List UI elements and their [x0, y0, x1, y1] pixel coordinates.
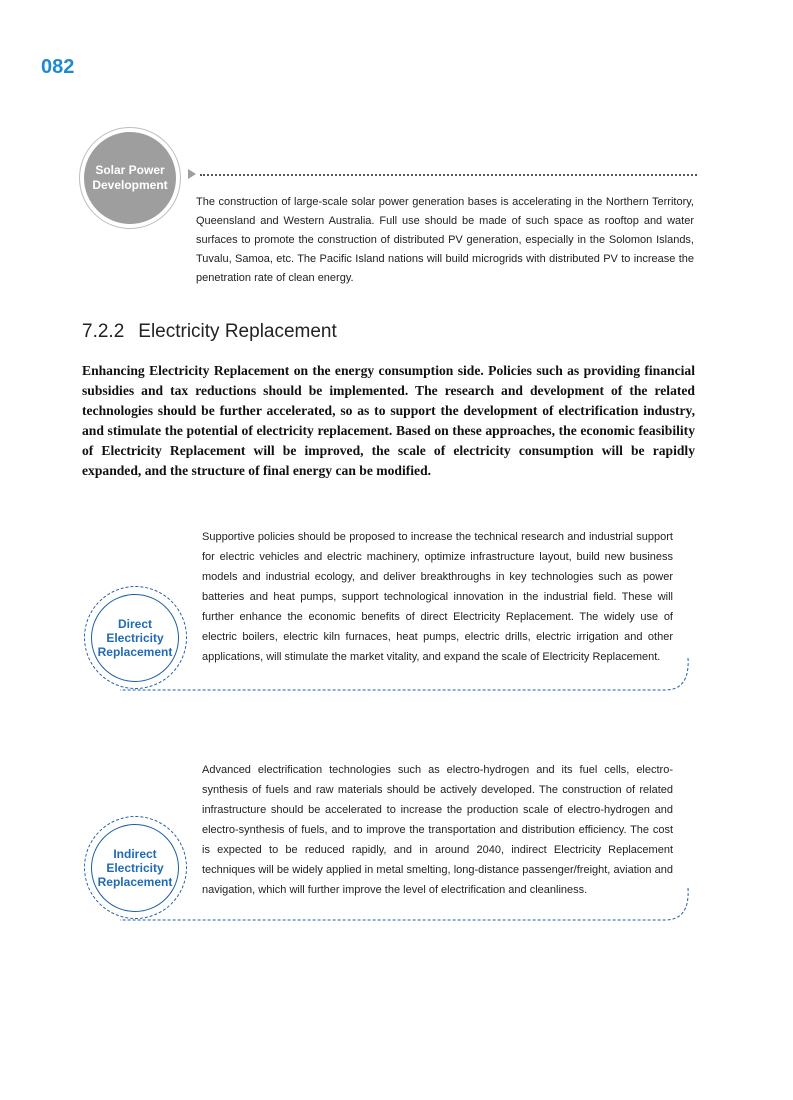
- main-paragraph: [82, 361, 695, 481]
- section-number: 7.2.2: [82, 321, 125, 342]
- arrow-right-icon: [188, 169, 196, 179]
- paragraph-body: Policies such as providing financial subsidies and tax reductions should be implemented. The research and development of the related technologies should be further accelerated, so as to support the development of electrification industry, and stimulate the potential of electricity replacement. Based on these approaches, the economic feasibility of Electricity Replacement will be improved, the scale of electricity consumption will be rapidly expanded, and the structure of final energy can be modified.: [82, 363, 695, 478]
- section-title: Electricity Replacement: [138, 321, 337, 342]
- indirect-label: Indirect Electricity Replacement: [97, 847, 173, 889]
- solar-title-circle: [84, 132, 176, 224]
- direct-label: Direct Electricity Replacement: [97, 617, 173, 659]
- direct-label-circle: [91, 594, 179, 682]
- lead-sentence: Enhancing Electricity Replacement on the energy consumption side.: [82, 363, 484, 378]
- indirect-label-circle: [91, 824, 179, 912]
- section-heading: [82, 321, 337, 343]
- page-number: 082: [41, 56, 75, 78]
- solar-paragraph: The construction of large-scale solar power generation bases is accelerating in the Northern Territory, Queensland and Western Australia. Full use should be made of such space as rooftop and water surfaces to promote the construction of distributed PV generation, especially in the Solomon Islands, Tuvalu, Samoa, etc. The Pacific Island nations will build microgrids with distributed PV to increase the penetration rate of clean energy.: [196, 196, 694, 284]
- dotted-divider: [200, 174, 697, 176]
- solar-title: Solar Power Development: [92, 163, 168, 192]
- indirect-paragraph: Advanced electrification technologies such as electro-hydrogen and its fuel cells, electro-synthesis of fuels and raw materials should be actively developed. The construction of related infrastructure should be accelerated to increase the production scale of electro-hydrogen and electro-synthesis of fuels, and to improve the transportation and distribution efficiency. The cost is expected to be reduced rapidly, and in around 2040, indirect Electricity Replacement techniques will be widely applied in metal smelting, long-distance passenger/freight, aviation and navigation, which will further improve the level of electrification and cleanliness.: [202, 764, 673, 896]
- direct-paragraph: Supportive policies should be proposed to increase the technical research and industrial support for electric vehicles and electric machinery, optimize infrastructure layout, build new business models and industrial ecology, and deliver breakthroughs in key technologies such as power batteries and heat pumps, support technological innovation in the industrial field. These will further enhance the economic benefits of direct Electricity Replacement. The widely use of electric boilers, electric kiln furnaces, heat pumps, electric drills, electric irrigation and other applications, will stimulate the market vitality, and expand the scale of Electricity Replacement.: [202, 531, 673, 663]
